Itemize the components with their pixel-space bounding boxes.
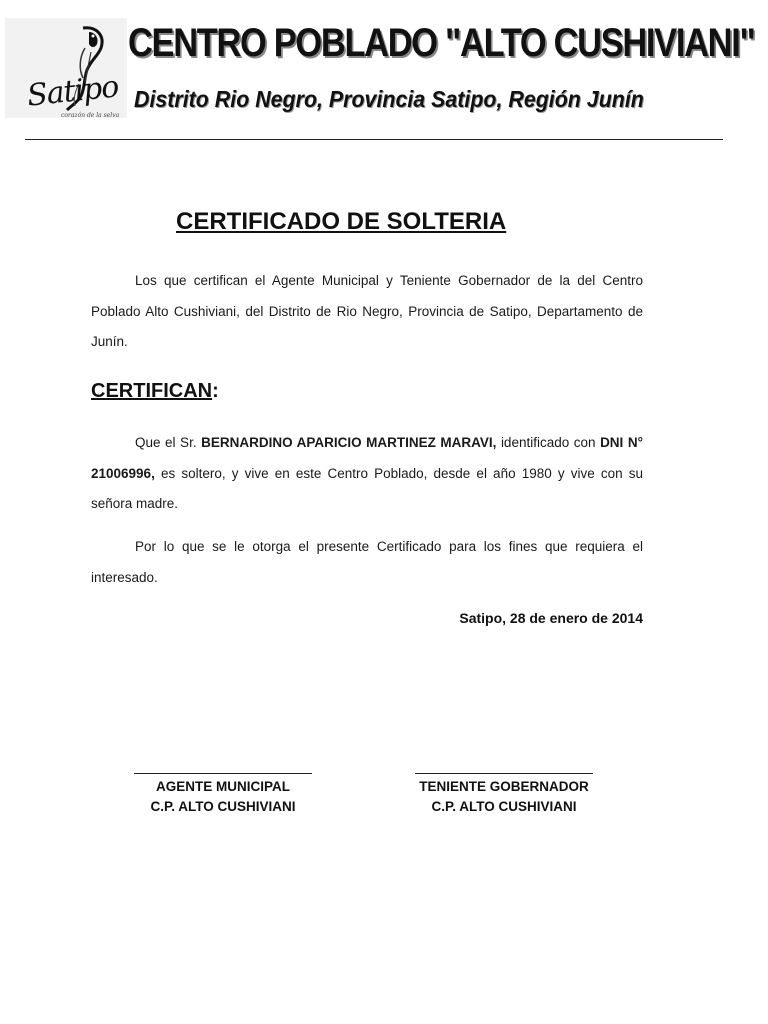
satipo-logo (5, 18, 127, 118)
document-title: CERTIFICADO DE SOLTERIA (176, 208, 507, 235)
logo-wordmark: Satipo (25, 69, 120, 114)
certification-paragraph (91, 428, 643, 520)
letterhead-subtitle: Distrito Rio Negro, Provincia Satipo, Región Junín (134, 86, 644, 112)
signature-entity: C.P. ALTO CUSHIVIANI (431, 799, 577, 814)
person-name: BERNARDINO APARICIO MARTINEZ MARAVI, (201, 435, 497, 450)
certifican-colon: : (212, 380, 219, 402)
signature-role: TENIENTE GOBERNADOR (419, 779, 589, 794)
body-part1: Que el Sr. (135, 435, 197, 450)
closing-text: Por lo que se le otorga el presente Certificado para los fines que requiera el interesado. (91, 539, 643, 585)
body-part3: es soltero, y vive en este Centro Poblado, desde el año 1980 y vive con su señora madre. (91, 465, 643, 511)
signature-line (134, 773, 312, 774)
logo-slogan: corazón de la selva (61, 112, 120, 119)
signature-role: AGENTE MUNICIPAL (156, 779, 290, 794)
closing-paragraph (91, 532, 643, 593)
dni-number: DNI N° 21006996, (91, 435, 643, 481)
issue-date: Satipo, 28 de enero de 2014 (459, 610, 643, 626)
intro-text: Los que certifican el Agente Municipal y Teniente Gobernador de la del Centro Poblado Alto Cushiviani, del Distrito de Rio Negro, Provincia de Satipo, Departamento de Junín. (91, 273, 643, 349)
certifican-heading (91, 377, 219, 405)
signature-block-teniente (374, 773, 634, 817)
signature-line (415, 773, 593, 774)
signature-entity: C.P. ALTO CUSHIVIANI (150, 799, 296, 814)
body-part2: identificado con (500, 435, 596, 450)
signature-block-agente (93, 773, 353, 817)
intro-paragraph (91, 266, 643, 358)
certifican-label: CERTIFICAN (91, 380, 213, 402)
letterhead-title: CENTRO POBLADO "ALTO CUSHIVIANI" (128, 21, 755, 65)
header-divider (25, 139, 723, 140)
